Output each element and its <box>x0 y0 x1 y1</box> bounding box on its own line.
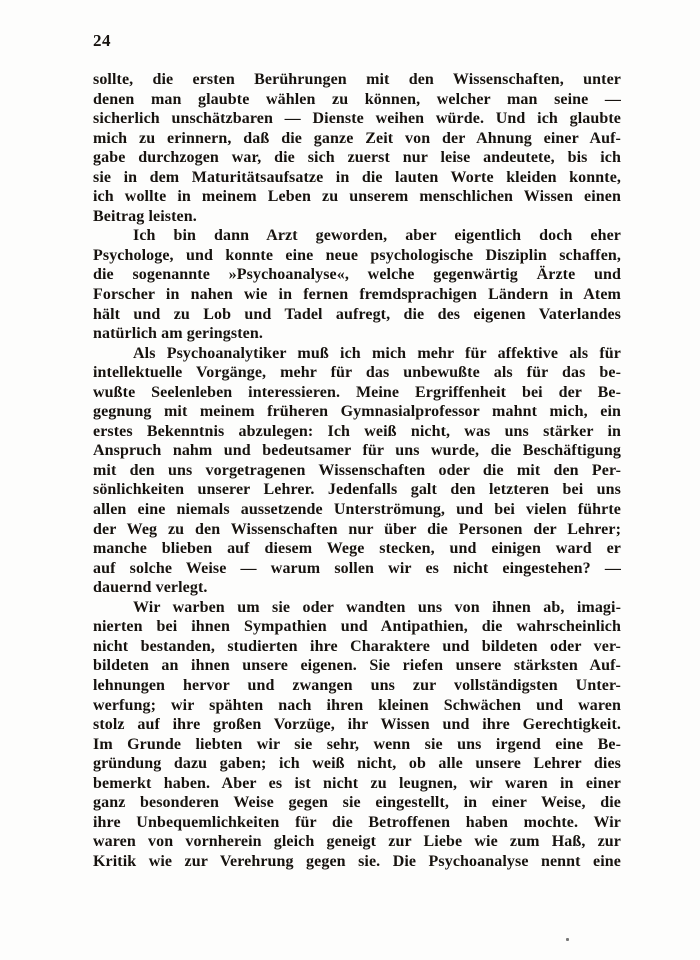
text-line: ich wollte in meinem Leben zu unserem menschlichen Wissen einen <box>93 188 621 206</box>
text-line: hält und zu Lob und Tadel aufregt, die des eigenen Vaterlandes <box>93 305 621 323</box>
text-line: intellektuelle Vorgänge, mehr für das unbewußte als für das be- <box>93 364 621 382</box>
text-line: Als Psychoanalytiker muß ich mich mehr für affektive als für <box>133 344 621 362</box>
text-line: dauernd verlegt. <box>93 579 208 597</box>
text-line: der Weg zu den Wissenschaften nur über die Personen der Lehrer; <box>93 520 621 538</box>
text-line: manche blieben auf diesem Wege stecken, und einigen ward er <box>93 540 621 558</box>
paragraph <box>93 598 621 872</box>
text-block <box>93 70 621 871</box>
text-line: Beitrag leisten. <box>93 207 197 225</box>
text-line: werfung; wir spähten nach ihren kleinen Schwächen und waren <box>93 696 621 714</box>
text-line: stolz auf ihre großen Vorzüge, ihr Wissen und ihre Gerechtigkeit. <box>93 716 621 734</box>
scan-speck <box>566 938 569 941</box>
paragraph <box>93 344 621 598</box>
text-line: mit den uns vorgetragenen Wissenschaften oder die mit den Per- <box>93 461 621 479</box>
text-line: nicht bestanden, studierten ihre Charaktere und bildeten oder ver- <box>93 637 621 655</box>
text-line: mich zu erinnern, daß die ganze Zeit von der Ahnung einer Auf- <box>93 129 621 147</box>
text-line: auf solche Weise — warum sollen wir es nicht eingestehen? — <box>93 559 621 577</box>
text-line: sollte, die ersten Berührungen mit den Wissenschaften, unter <box>93 71 621 88</box>
text-line: ihre Unbequemlichkeiten für die Betroffenen haben mochte. Wir <box>93 813 621 831</box>
page-number: 24 <box>93 31 111 50</box>
text-line: die sogenannte »Psychoanalyse«, welche gegenwärtig Ärzte und <box>93 266 621 284</box>
text-line: wußte Seelenleben interessieren. Meine Ergriffenheit bei der Be- <box>93 383 621 401</box>
text-line: Anspruch nahm und bedeutsamer für uns wurde, die Beschäftigung <box>93 442 621 460</box>
text-line: lehnungen hervor und zwangen uns zur vollständigsten Unter- <box>93 676 621 694</box>
text-line: Im Grunde liebten wir sie sehr, wenn sie uns irgend eine Be- <box>93 735 621 753</box>
text-line: erstes Bekenntnis abzulegen: Ich weiß nicht, was uns stärker in <box>93 422 621 440</box>
text-line: bemerkt haben. Aber es ist nicht zu leugnen, wir waren in einer <box>93 774 621 792</box>
text-line: gegnung mit meinem früheren Gymnasialprofessor mahnt mich, ein <box>93 403 621 421</box>
text-line: Psychologe, und konnte eine neue psychologische Disziplin schaffen, <box>93 246 621 264</box>
text-line: Wir warben um sie oder wandten uns von ihnen ab, imagi- <box>133 598 621 616</box>
text-line: denen man glaubte wählen zu können, welcher man seine — <box>93 90 621 108</box>
text-line: sicherlich unschätzbaren — Dienste weihen würde. Und ich glaubte <box>93 110 621 128</box>
text-line: natürlich am geringsten. <box>93 325 263 343</box>
text-line: allen eine niemals aussetzende Unterströmung, und bei vielen führte <box>93 501 621 519</box>
text-line: sönlichkeiten unserer Lehrer. Jedenfalls galt den letzteren bei uns <box>93 481 621 499</box>
text-line: gründung dazu gaben; ich weiß nicht, ob alle unsere Lehrer dies <box>93 755 621 773</box>
text-line: Ich bin dann Arzt geworden, aber eigentlich doch eher <box>133 227 621 245</box>
text-line: sie in dem Maturitätsaufsatze in die lauten Worte kleiden konnte, <box>93 168 621 186</box>
paragraph <box>93 70 621 226</box>
text-line: nierten bei ihnen Sympathien und Antipathien, die wahrscheinlich <box>93 618 621 636</box>
text-line: gabe durchzogen war, die sich zuerst nur leise andeutete, bis ich <box>93 149 621 167</box>
text-line: Kritik wie zur Verehrung gegen sie. Die Psychoanalyse nennt eine <box>93 852 621 870</box>
text-line: ganz besonderen Weise gegen sie eingestellt, in einer Weise, die <box>93 794 621 812</box>
text-line: waren von vornherein gleich geneigt zur Liebe wie zum Haß, zur <box>93 833 621 851</box>
text-line: Forscher in nahen wie in fernen fremdsprachigen Ländern in Atem <box>93 286 621 304</box>
text-line: bildeten an ihnen unsere eigenen. Sie riefen unsere stärksten Auf- <box>93 657 621 675</box>
paragraph <box>93 226 621 343</box>
